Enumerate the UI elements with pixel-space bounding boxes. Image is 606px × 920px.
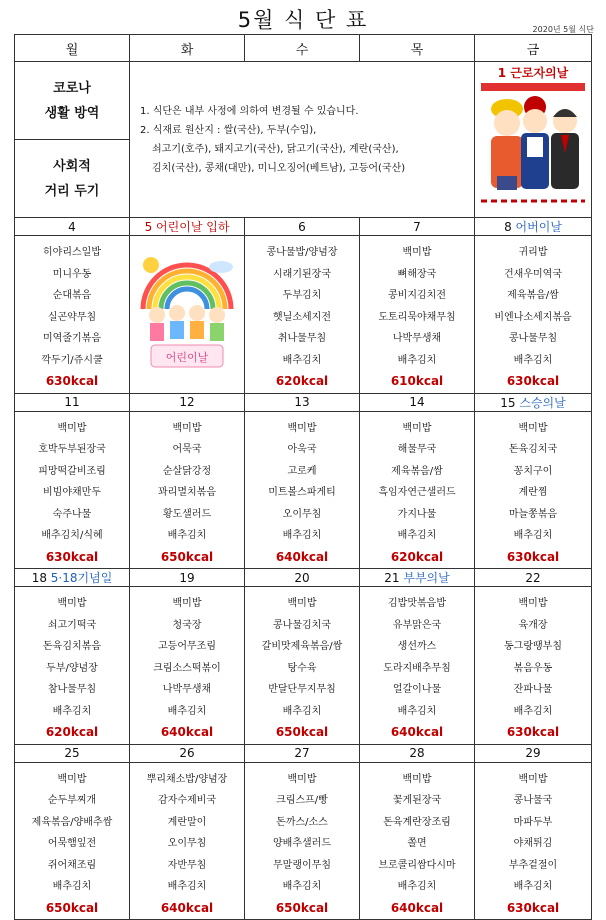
week-2-daynum-row	[15, 393, 592, 411]
day-7: 7	[360, 218, 475, 236]
menu-day-21: 김밥맛볶음밥 유부맑은국 생선까스 도라지배추무침 얼갈이나물 배추김치 640kcal	[360, 587, 475, 745]
svg-text:어린이날: 어린이날	[165, 351, 209, 365]
day-5: 5 어린이날 입하	[130, 218, 245, 236]
notice-covid: 코로나 생활 방역	[15, 62, 130, 140]
notice-line-2: 2. 식재료 원산지 : 쌀(국산), 두부(수입),	[140, 124, 317, 136]
kcal-label: 650kcal	[275, 725, 329, 739]
day-27: 27	[245, 744, 360, 762]
menu-day-6: 콩나물밥/양념장 시래기된장국 두부김치 햇닐소세지전 취나물무침 배추김치 620kcal	[245, 236, 360, 394]
menu-day-4: 히야리스일밥 미니우동 순대볶음 실곤약무침 미역줄기볶음 깍두기/쥬시쿨 630kcal	[15, 236, 130, 394]
menu-day-12: 백미밥 어묵국 순살닭강정 꽈리멸치볶음 황도샐러드 배추김치 650kcal	[130, 411, 245, 569]
day-4: 4	[15, 218, 130, 236]
menu-day-19: 백미밥 청국장 고등어무조림 크림소스떡볶이 나박무생채 배추김치 640kcal	[130, 587, 245, 745]
day-13: 13	[245, 393, 360, 411]
teachers-day-label: 스승의날	[519, 395, 566, 410]
day-14: 14	[360, 393, 475, 411]
menu-day-28: 백미밥 꽃게된장국 돈육계란장조림 쫄면 브로콜리쌈다시마 배추김치 640kcal	[360, 762, 475, 920]
kcal-label: 630kcal	[45, 374, 99, 388]
kcal-label: 620kcal	[45, 725, 99, 739]
day-8: 8 어버이날	[475, 218, 592, 236]
week-2-menu-row	[15, 411, 592, 569]
menu-day-11: 백미밥 호박두부된장국 피망떡갈비조림 비빔야채만두 숙주나물 배추김치/식혜 630kcal	[15, 411, 130, 569]
kcal-label: 610kcal	[390, 374, 444, 388]
day-6: 6	[245, 218, 360, 236]
kcal-label: 630kcal	[506, 374, 560, 388]
week-3-menu-row	[15, 587, 592, 745]
kcal-label: 640kcal	[160, 900, 214, 915]
day-12: 12	[130, 393, 245, 411]
menu-day-7: 백미밥 뼈해장국 콩비지김치전 도토리묵야채무침 나박무생채 배추김치 610kcal	[360, 236, 475, 394]
week-3-daynum-row	[15, 569, 592, 587]
menu-day-22: 백미밥 육개장 동그랑땡부침 볶음우동 잔파나물 배추김치 630kcal	[475, 587, 592, 745]
workers-day-cell	[475, 62, 592, 218]
day-29: 29	[475, 744, 592, 762]
menu-day-25: 백미밥 순두부찌개 제육볶음/양배추쌈 어묵햄잎전 쥐어채조림 배추김치 650kcal	[15, 762, 130, 920]
day-21: 21 부부의날	[360, 569, 475, 587]
notice-distancing: 사회적 거리 두기	[15, 140, 130, 218]
kcal-label: 630kcal	[506, 900, 560, 915]
day-25: 25	[15, 744, 130, 762]
notice-line-3: 쇠고기(호주), 돼지고기(국산), 닭고기(국산), 계란(국산),	[152, 143, 399, 155]
kcal-label: 650kcal	[160, 549, 214, 564]
weekday-fri: 금	[475, 35, 592, 62]
kcal-label: 650kcal	[275, 900, 329, 915]
menu-day-15: 백미밥 돈육김치국 꽁치구이 계란찜 마늘쫑볶음 배추김치 630kcal	[475, 411, 592, 569]
kcal-label: 630kcal	[45, 549, 99, 564]
weekday-mon: 월	[15, 35, 130, 62]
may18-label: 5·18기념일	[50, 571, 113, 585]
date-note: 2020년 5월 식단	[532, 25, 594, 34]
childrens-day-label: 어린이날 입하	[156, 220, 230, 234]
weekday-thu: 목	[360, 35, 475, 62]
day-22: 22	[475, 569, 592, 587]
day-28: 28	[360, 744, 475, 762]
kcal-label: 640kcal	[390, 900, 444, 915]
notice-text	[130, 62, 475, 218]
menu-day-8: 귀리밥 건새우미역국 제육볶음/쌈 비엔나소세지볶음 콩나물무침 배추김치 630kcal	[475, 236, 592, 394]
menu-day-14: 백미밥 해물무국 제육볶음/쌈 흑임자연근샐러드 가지나물 배추김치 620kcal	[360, 411, 475, 569]
kcal-label: 630kcal	[506, 549, 560, 564]
menu-day-18: 백미밥 쇠고기떡국 돈육김치볶음 두부/양념장 참나물무침 배추김치 620kcal	[15, 587, 130, 745]
page-title: 5월 식 단 표	[237, 8, 369, 32]
weekday-header-row	[15, 35, 592, 62]
childrens-day-illustration	[133, 249, 241, 375]
notice-line-4: 김치(국산), 콩채(대만), 미니오징어(베트남), 고등어(국산)	[152, 162, 406, 174]
week-4-menu-row	[15, 762, 592, 920]
menu-table	[14, 34, 592, 920]
weekday-tue: 화	[130, 35, 245, 62]
day-11: 11	[15, 393, 130, 411]
menu-day-5	[130, 236, 245, 394]
day-26: 26	[130, 744, 245, 762]
kcal-label: 650kcal	[45, 900, 99, 915]
menu-day-27: 백미밥 크림스프/빵 돈까스/소스 양배추샐러드 무말랭이무침 배추김치 650kcal	[245, 762, 360, 920]
notice-line-1: 1. 식단은 내부 사정에 의하여 변경될 수 있습니다.	[140, 105, 359, 117]
parents-day-label: 어버이날	[515, 220, 562, 234]
kcal-label: 640kcal	[160, 725, 214, 739]
menu-day-20: 백미밥 콩나물김치국 갈비맛제육볶음/쌈 탕수육 반달단무지무침 배추김치 650kcal	[245, 587, 360, 745]
menu-day-13: 백미밥 아욱국 고로케 미트볼스파게티 오이무침 배추김치 640kcal	[245, 411, 360, 569]
kcal-label: 630kcal	[506, 725, 560, 739]
kcal-label: 620kcal	[390, 549, 444, 564]
kcal-label: 620kcal	[275, 374, 329, 388]
workers-illustration	[477, 81, 589, 211]
kcal-label: 640kcal	[390, 725, 444, 739]
couples-day-label: 부부의날	[403, 571, 450, 585]
day-15: 15 스승의날	[475, 393, 592, 411]
kcal-label: 640kcal	[275, 549, 329, 564]
day-19: 19	[130, 569, 245, 587]
weekday-wed: 수	[245, 35, 360, 62]
week-4-daynum-row	[15, 744, 592, 762]
week-1-menu-row	[15, 236, 592, 394]
workers-day-label: 1 근로자의날	[497, 66, 569, 80]
day-20: 20	[245, 569, 360, 587]
day-18: 18 5·18기념일	[15, 569, 130, 587]
week-1-daynum-row	[15, 218, 592, 236]
menu-day-29: 백미밥 콩나물국 마파두부 야채튀김 부추겉절이 배추김치 630kcal	[475, 762, 592, 920]
menu-day-26: 뿌리채소밥/양념장 감자수제비국 계란말이 오이무침 자반무침 배추김치 640kcal	[130, 762, 245, 920]
